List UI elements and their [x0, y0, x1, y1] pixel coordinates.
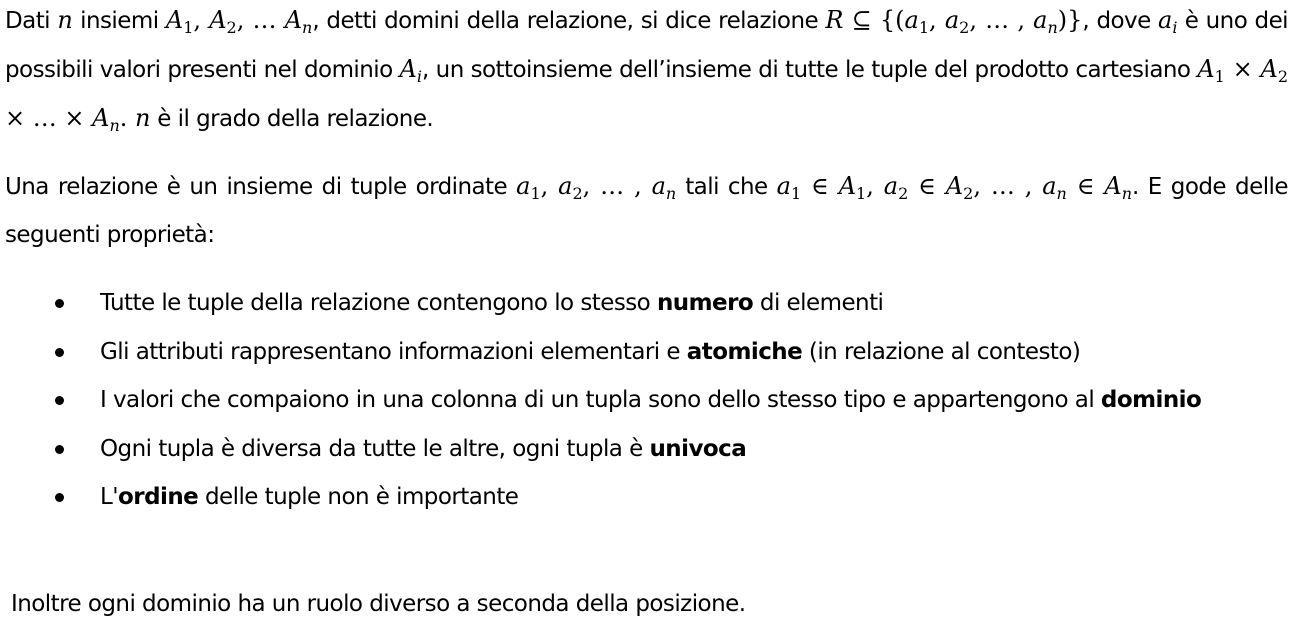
math-variable: $a_n$: [651, 172, 677, 203]
math-separator: ,: [540, 172, 559, 200]
math-variable: $a_1$: [516, 172, 541, 203]
text-fragment: Inoltre ogni dominio ha un ruolo diverso a seconda della posizione.: [11, 591, 746, 617]
math-operator: × … ×: [5, 104, 93, 132]
math-variable: $a_n$: [1033, 6, 1058, 37]
math-variable: n: [57, 6, 73, 34]
bold-term: atomiche: [686, 338, 803, 365]
math-variable: $A_1$: [165, 6, 194, 37]
math-operator: )}: [1057, 6, 1083, 34]
bullet-icon: [55, 348, 64, 357]
text-fragment: delle tuple non è importante: [198, 484, 519, 510]
list-item: [0, 376, 1298, 425]
math-variable: $a_2$: [944, 6, 970, 37]
list-item: [0, 473, 1298, 522]
list-item: [0, 425, 1298, 474]
math-variable: $a_1$: [904, 6, 930, 37]
properties-list: [0, 279, 1298, 522]
math-separator: ,: [929, 6, 945, 34]
math-operator: ∈: [801, 172, 839, 200]
text-fragment: L': [100, 484, 119, 510]
math-variable: $A_i$: [399, 55, 423, 86]
text-fragment: , detti domini della relazione, si dice relazione: [312, 8, 826, 34]
math-variable: $A_n$: [284, 6, 313, 37]
math-operator: ×: [1224, 55, 1261, 83]
text-fragment: Ogni tupla è diversa da tutte le altre, ogni tupla è: [100, 435, 650, 462]
text-fragment: Una relazione è un insieme di tuple ordinate: [5, 174, 517, 200]
math-separator: , …: [236, 6, 285, 34]
properties-intro-paragraph: [5, 162, 1288, 259]
text-fragment: Gli attributi rappresentano informazioni elementari e: [100, 338, 687, 365]
math-separator: , … ,: [582, 172, 652, 200]
bullet-icon: [55, 445, 64, 454]
math-separator: ,: [193, 6, 210, 34]
bullet-icon: [55, 396, 64, 405]
text-fragment: (in relazione al contesto): [802, 338, 1081, 365]
math-variable: $A_2$: [209, 6, 237, 37]
math-operator: ⊆ {(: [843, 6, 905, 34]
bold-term: numero: [656, 290, 754, 316]
definition-paragraph: [5, 0, 1288, 143]
text-fragment: tali che: [676, 174, 777, 200]
text-fragment: , dove: [1082, 8, 1159, 34]
math-variable: $A_1$: [838, 172, 867, 203]
math-variable: $A_n$: [92, 104, 120, 135]
math-variable: $a_2$: [558, 172, 583, 203]
math-variable: n: [135, 104, 151, 132]
math-variable: $A_1$: [1197, 55, 1225, 86]
math-variable: R: [825, 6, 844, 34]
math-variable: $a_i$: [1158, 6, 1178, 37]
text-fragment: è uno dei possibili valori presenti nel dominio: [5, 8, 1289, 83]
math-variable: $a_1$: [776, 172, 802, 203]
text-fragment: . E gode delle seguenti proprietà:: [5, 174, 1288, 248]
text-fragment: Tutte le tuple della relazione contengono lo stesso: [100, 290, 657, 316]
text-fragment: di elementi: [753, 290, 884, 316]
list-item: [0, 279, 1298, 328]
math-separator: ,: [866, 172, 884, 200]
text-fragment: è il grado della relazione.: [150, 106, 434, 132]
text-fragment: insiemi: [72, 8, 166, 34]
bullet-icon: [55, 299, 64, 308]
math-variable: $a_2$: [883, 172, 909, 203]
text-fragment: , un sottoinsieme dell’insieme di tutte le tuple del prodotto cartesiano: [422, 57, 1198, 83]
math-variable: $A_2$: [1260, 55, 1288, 86]
list-item: [0, 328, 1298, 377]
bold-term: dominio: [1100, 387, 1202, 413]
closing-paragraph: [11, 580, 1281, 628]
math-operator: ∈: [1066, 172, 1105, 200]
math-separator: , … ,: [973, 172, 1043, 200]
math-operator: ∈: [908, 172, 946, 200]
math-variable: $a_n$: [1042, 172, 1067, 203]
math-variable: $A_n$: [1104, 172, 1133, 203]
text-fragment: Dati: [5, 8, 58, 34]
math-separator: .: [119, 104, 136, 132]
bullet-icon: [55, 493, 64, 502]
bold-term: univoca: [649, 435, 747, 462]
bold-term: ordine: [118, 484, 199, 510]
math-variable: $A_2$: [945, 172, 974, 203]
math-separator: , … ,: [969, 6, 1034, 34]
text-fragment: I valori che compaiono in una colonna di un tupla sono dello stesso tipo e appartengono al: [100, 387, 1101, 413]
